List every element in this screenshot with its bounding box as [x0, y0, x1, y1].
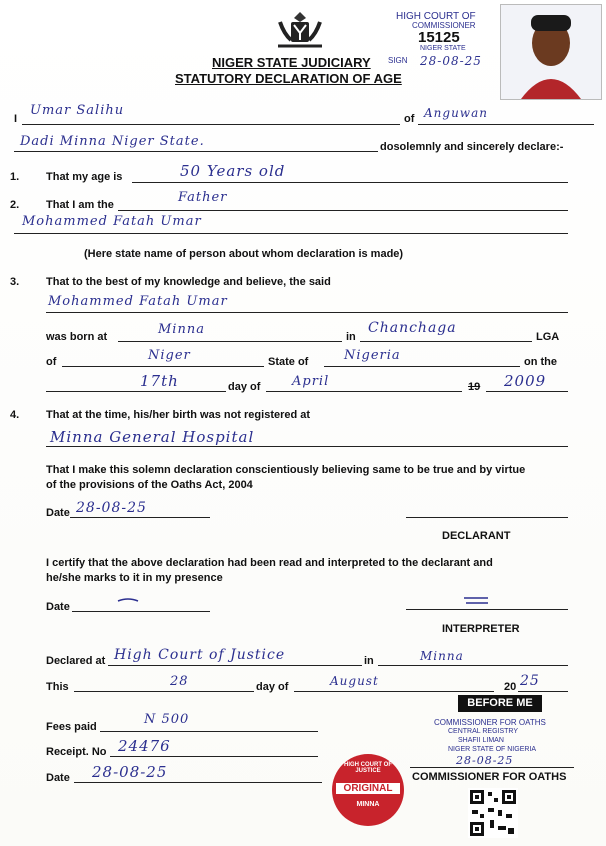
court-title: NIGER STATE JUDICIARY	[212, 55, 371, 70]
date2-line	[72, 611, 210, 612]
in2-line	[378, 665, 568, 666]
date3-line	[74, 782, 322, 783]
best-knowledge-label: That to the best of my knowledge and believe, the said	[46, 276, 331, 288]
portrait-icon	[501, 5, 601, 99]
seal-bottom-text: MINNA	[356, 801, 380, 808]
year-prefix: 19	[468, 381, 481, 393]
stamp-niger-state: NIGER STATE	[420, 45, 466, 52]
fees-label: Fees paid	[46, 721, 97, 733]
certify-line-1: I certify that the above declaration had been read and interpreted to the declarant and	[46, 557, 493, 569]
comm-stamp-line-4: NIGER STATE OF NIGERIA	[448, 746, 537, 753]
date3-value: 28-08-25	[92, 763, 168, 781]
declared-at-value: High Court of Justice	[114, 647, 286, 663]
item-3-number: 3.	[10, 276, 20, 288]
receipt-label: Receipt. No	[46, 746, 107, 758]
interpreter-signature-line	[406, 609, 568, 610]
in-label: in	[346, 331, 356, 343]
stamp-date: 28-08-25	[420, 54, 482, 68]
this-label: This	[46, 681, 69, 693]
born-at-label: was born at	[46, 331, 108, 343]
this-line	[74, 691, 254, 692]
date3-label: Date	[46, 772, 70, 784]
interpreter-label: INTERPRETER	[442, 623, 520, 635]
declarant-name: Umar Salihu	[30, 103, 125, 118]
coat-of-arms-icon	[272, 8, 328, 56]
commissioner-line	[410, 767, 574, 768]
person-line	[14, 233, 568, 234]
on-the-label: on the	[524, 356, 557, 368]
day-of-label: day of	[228, 381, 261, 393]
day-line	[46, 391, 226, 392]
declared-at-label: Declared at	[46, 655, 106, 667]
state-line	[324, 366, 520, 367]
stamp-commissioner: COMMISSIONER	[412, 21, 476, 30]
solemn-line-1: That I make this solemn declaration conscientiously believing same to be true and by virtue	[46, 464, 526, 476]
state-value: Nigeria	[344, 348, 401, 363]
solemn-line-2: of the provisions of the Oaths Act, 2004	[46, 479, 253, 491]
fees-value: N 500	[144, 712, 190, 727]
comm-stamp-line-3: SHAFII LIMAN	[458, 737, 504, 744]
declared-line	[108, 665, 362, 666]
receipt-line	[110, 756, 318, 757]
seal-top-text: HIGH COURT OF JUSTICE	[344, 762, 392, 774]
commissioner-label: COMMISSIONER FOR OATHS	[412, 771, 567, 783]
in2-label: in	[364, 655, 374, 667]
month-line	[266, 391, 462, 392]
qr-code-icon	[468, 788, 518, 838]
comm-stamp-line-2: CENTRAL REGISTRY	[448, 728, 519, 735]
age-label: That my age is	[46, 171, 123, 183]
declarant-label: DECLARANT	[442, 530, 511, 542]
declare-text: dosolemnly and sincerely declare:-	[380, 141, 564, 153]
stamp-sign: SIGN	[388, 56, 408, 65]
document-title: STATUTORY DECLARATION OF AGE	[175, 71, 402, 86]
passport-photo	[500, 4, 602, 100]
address-line	[14, 151, 378, 152]
year2-value: 25	[520, 673, 540, 689]
iam-label: That I am the	[46, 199, 114, 211]
of2-label: of	[46, 356, 57, 368]
date-label: Date	[46, 507, 70, 519]
item-4-number: 4.	[10, 409, 20, 421]
person-hint: (Here state name of person about whom declaration is made)	[84, 248, 404, 260]
name-line	[22, 124, 400, 125]
year-line	[486, 391, 568, 392]
item-1-number: 1.	[10, 171, 20, 183]
hospital-line	[46, 446, 568, 447]
year2-line	[518, 691, 568, 692]
age-value: 50 Years old	[180, 162, 286, 180]
comm-stamp-date: 28-08-25	[456, 754, 514, 767]
day-value: 17th	[140, 372, 179, 390]
before-me-badge: BEFORE ME	[458, 695, 542, 712]
seal-word: ORIGINAL	[336, 783, 400, 794]
person2-value: Mohammed Fatah Umar	[48, 294, 228, 309]
hospital-value: Minna General Hospital	[50, 428, 255, 446]
person-value: Mohammed Fatah Umar	[22, 214, 202, 229]
lga-line	[360, 341, 532, 342]
month-value: April	[292, 374, 330, 389]
relation-value: Father	[178, 190, 228, 205]
born-place-value: Minna	[158, 322, 205, 337]
address-value: Dadi Minna Niger State.	[20, 134, 205, 149]
born-place-line	[118, 341, 342, 342]
year2-prefix: 20	[504, 681, 517, 693]
declarant-signature-line	[406, 517, 568, 518]
relation-line	[118, 210, 568, 211]
receipt-value: 24476	[118, 737, 171, 755]
of-label: of	[404, 113, 415, 125]
of2-value: Niger	[148, 348, 191, 363]
of-value: Anguwan	[424, 106, 488, 120]
i-label: I	[14, 113, 18, 125]
age-line	[132, 182, 568, 183]
year-value: 2009	[504, 372, 547, 390]
day-of2-label: day of	[256, 681, 289, 693]
original-seal	[332, 754, 404, 826]
lga-label: LGA	[536, 331, 560, 343]
lga-value: Chanchaga	[368, 320, 457, 336]
of2-line	[62, 366, 264, 367]
unregistered-label: That at the time, his/her birth was not registered at	[46, 409, 311, 421]
date-value: 28-08-25	[76, 500, 147, 516]
interpreter-mark-icon	[462, 594, 492, 606]
in2-value: Minna	[420, 649, 464, 663]
certify-line-2: he/she marks to it in my presence	[46, 572, 223, 584]
fees-line	[100, 731, 318, 732]
stamp-high-court: HIGH COURT OF	[396, 11, 476, 22]
comm-stamp-line-1: COMMISSIONER FOR OATHS	[434, 718, 546, 727]
date-line	[70, 517, 210, 518]
this-day-value: 28	[170, 674, 189, 689]
item-2-number: 2.	[10, 199, 20, 211]
month2-line	[294, 691, 494, 692]
date2-label: Date	[46, 601, 70, 613]
month2-value: August	[330, 674, 379, 688]
stamp-number: 15125	[418, 29, 460, 46]
state-of-label: State of	[268, 356, 309, 368]
person2-line	[46, 312, 568, 313]
dash-mark-icon	[116, 596, 140, 606]
of-line	[418, 124, 594, 125]
